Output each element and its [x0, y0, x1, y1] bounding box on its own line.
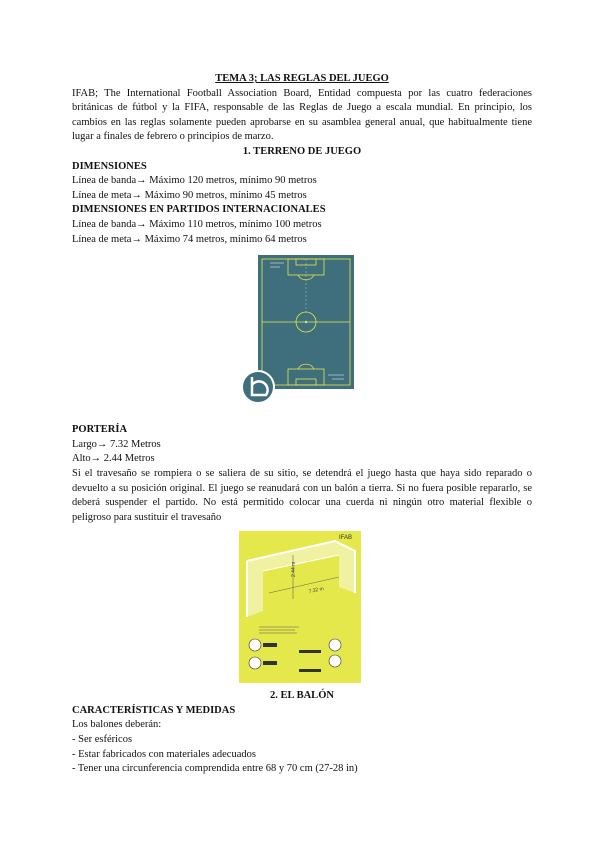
goal-measure: Alto→ 2.44 Metros [72, 453, 155, 465]
goal-figure-label: IFAB [339, 535, 353, 542]
document-page [72, 72, 532, 777]
field-diagram-svg [240, 255, 360, 403]
section1-heading: 1. TERRENO DE JUEGO [242, 145, 362, 157]
goal-diagram-svg [239, 531, 361, 683]
intro-paragraph: IFAB; The International Football Association Board, Entidad compuesta por las cuatro federaciones británicas de fútbol y la FIFA, responsable de las Reglas de Juego a escala mundial. En principio, los cambios en las reglas solamente pueden aprobarse en su asamblea general anual, que habitualmente tiene lugar a finales de febrero o principios de marzo. [72, 87, 532, 143]
goal-diagram [239, 531, 361, 683]
intl-dimension-line: Línea de meta→ Máximo 74 metros, mínimo 64 metros [72, 233, 307, 245]
field-diagram [240, 255, 360, 403]
page-title: TEMA 3; LAS REGLAS DEL JUEGO [215, 73, 389, 84]
intl-dimension-line: Línea de banda→ Máximo 110 metros, mínimo 100 metros [72, 218, 322, 230]
dimensions-heading: DIMENSIONES [72, 160, 147, 172]
intl-dimensions-heading: DIMENSIONES EN PARTIDOS INTERNACIONALES [72, 204, 326, 216]
ball-sub-heading: CARACTERÍSTICAS Y MEDIDAS [72, 704, 236, 716]
section2-heading: 2. EL BALÓN [270, 690, 334, 702]
ball-item: - Tener una circunferencia comprendida entre 68 y 70 cm (27-28 in) [72, 763, 358, 775]
goal-measure: Largo→ 7.32 Metros [72, 438, 161, 450]
ball-item: - Estar fabricados con materiales adecuados [72, 748, 256, 760]
dimension-line: Línea de meta→ Máximo 90 metros, mínimo 45 metros [72, 189, 307, 201]
goal-height-label: 2.44 m [291, 561, 297, 578]
dimension-line: Línea de banda→ Máximo 120 metros, mínimo 90 metros [72, 175, 317, 187]
goal-heading: PORTERÍA [72, 424, 128, 436]
goal-width-label: 7.32 m [308, 586, 325, 596]
ball-lead: Los balones deberán: [72, 719, 162, 731]
goal-paragraph: Si el travesaño se rompiera o se saliera de su sitio, se detendrá el juego hasta que haya sido reparado o devuelto a su posición original. El juego se reanudará con un balón a tierra. Si no fuera posible repararlo, se deberá suspender el partido. No está permitido colocar una cuerda ni ningún otro material flexible o peligroso para sustituir el travesaño [72, 467, 532, 523]
ball-item: - Ser esféricos [72, 734, 133, 746]
